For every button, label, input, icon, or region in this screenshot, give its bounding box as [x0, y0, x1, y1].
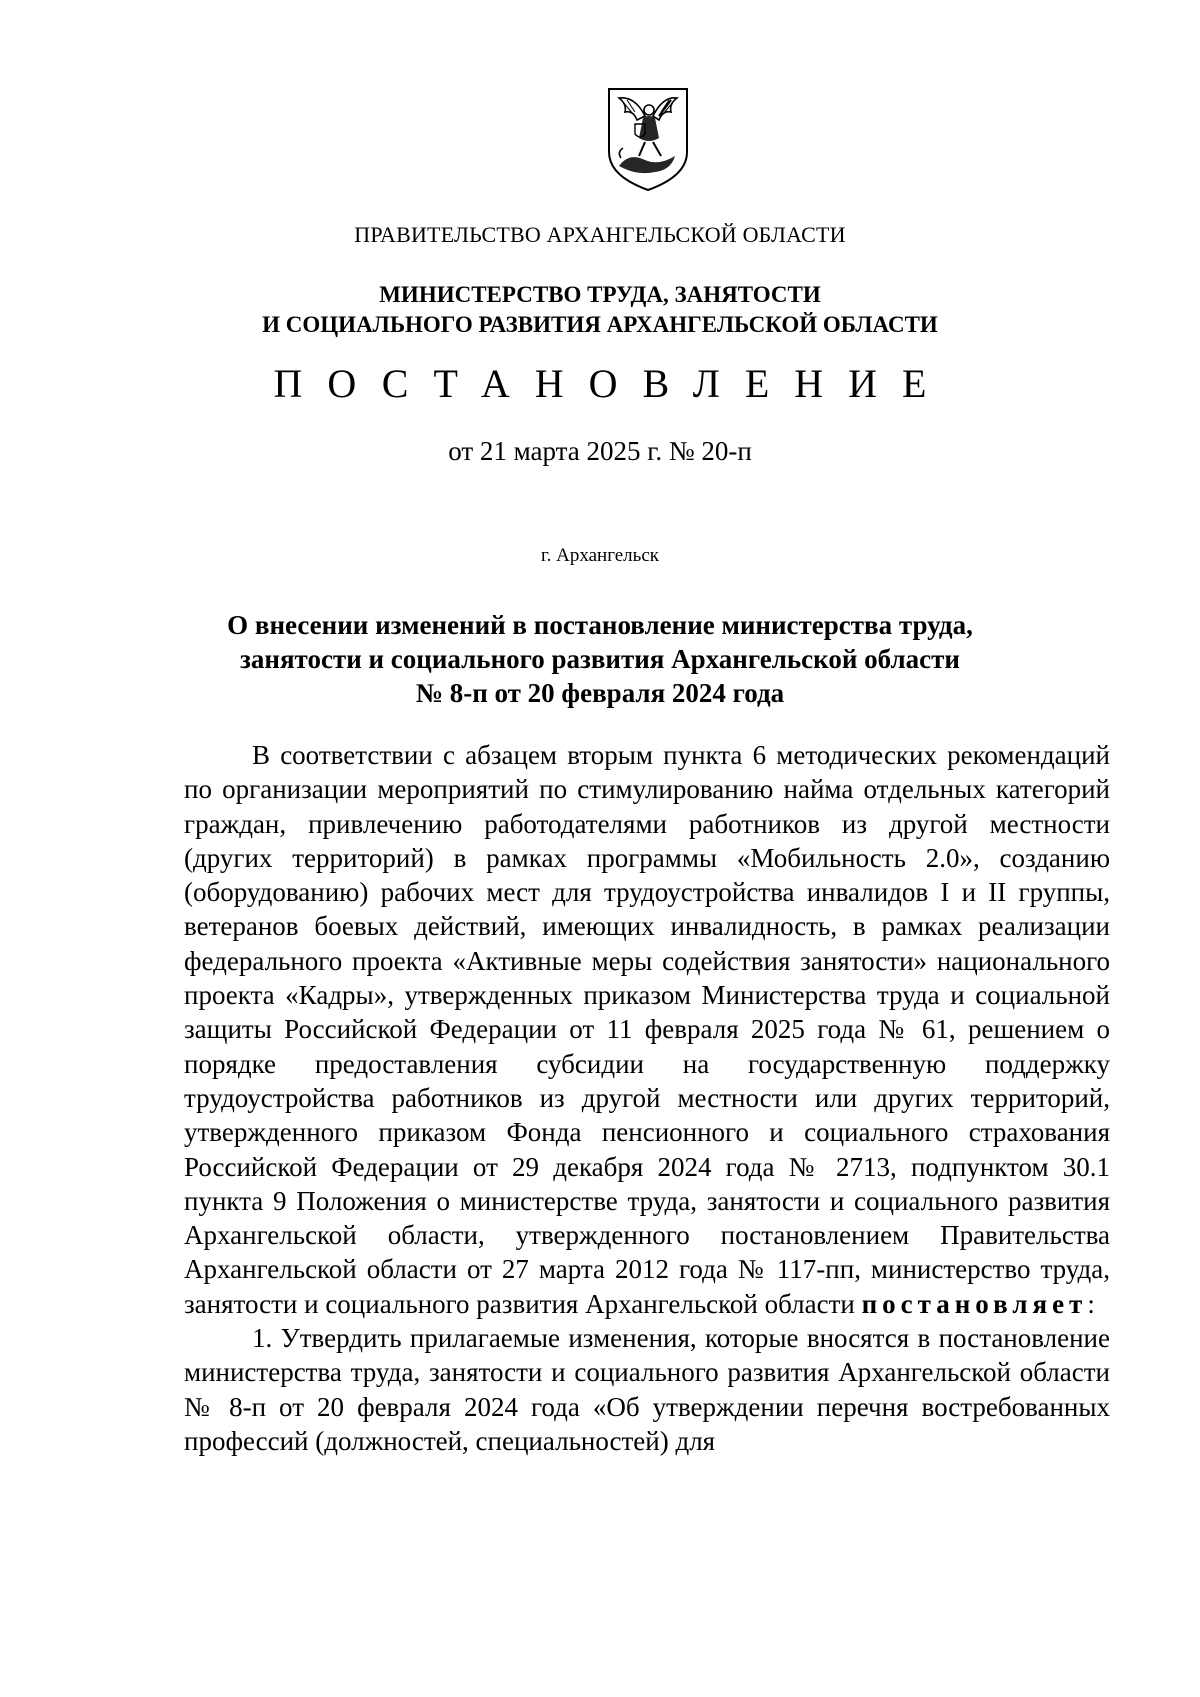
document-title — [0, 608, 1200, 710]
document-title-line-1: О внесении изменений в постановление министерства труда, — [227, 610, 973, 640]
item-1-paragraph: 1. Утвердить прилагаемые изменения, которые вносятся в постановление министерства труда, занятости и социального развития Архангельской области № 8-п от 20 февраля 2024 года «Об утверждении перечня востребованных профессий (должностей, специальностей) для — [184, 1323, 1110, 1456]
resolves-colon: : — [1087, 1288, 1095, 1319]
government-name: ПРАВИТЕЛЬСТВО АРХАНГЕЛЬСКОЙ ОБЛАСТИ — [354, 222, 846, 247]
document-body — [184, 738, 1110, 1458]
document-type: ПОСТАНОВЛЕНИЕ — [273, 361, 952, 406]
ministry-name — [0, 280, 1200, 340]
document-title-line-2: занятости и социального развития Архангельской области — [240, 644, 960, 674]
preamble-paragraph — [184, 738, 1110, 1321]
document-date-number: от 21 марта 2025 г. № 20-п — [448, 436, 752, 466]
preamble-text: В соответствии с абзацем вторым пункта 6 методических рекомендаций по организации мероприятий по стимулированию найма отдельных категорий граждан, привлечению работодателями работников из другой местности (других территорий) в рамках программы «Мобильность 2.0», созданию (оборудованию) рабочих мест для трудоустройства инвалидов I и II группы, ветеранов боевых действий, имеющих инвалидность, в рамках реализации федерального проекта «Активные меры содействия занятости» национального проекта «Кадры», утвержденных приказом Министерства труда и социальной защиты Российской Федерации от 11 февраля 2025 года № 61, решением о порядке предоставления субсидии на государственную поддержку трудоустройства работников из другой местности или других территорий, утвержденного приказом Фонда пенсионного и социального страхования Российской Федерации от 29 декабря 2024 года № 2713, подпунктом 30.1 пункта 9 Положения о министерстве труда, занятости и социального развития Архангельской области, утвержденного постановлением Правительства Архангельской области от 27 марта 2012 года № 117-пп, министерство труда, занятости и социального развития Архангельской области — [184, 740, 1110, 1319]
arkhangelsk-coat-of-arms-icon — [605, 86, 691, 194]
resolves-word: постановляет — [861, 1288, 1088, 1319]
document-title-line-3: № 8-п от 20 февраля 2024 года — [415, 678, 785, 708]
ministry-name-line-1: МИНИСТЕРСТВО ТРУДА, ЗАНЯТОСТИ — [379, 282, 821, 307]
document-city: г. Архангельск — [540, 545, 659, 566]
ministry-name-line-2: И СОЦИАЛЬНОГО РАЗВИТИЯ АРХАНГЕЛЬСКОЙ ОБЛАСТИ — [262, 312, 938, 337]
